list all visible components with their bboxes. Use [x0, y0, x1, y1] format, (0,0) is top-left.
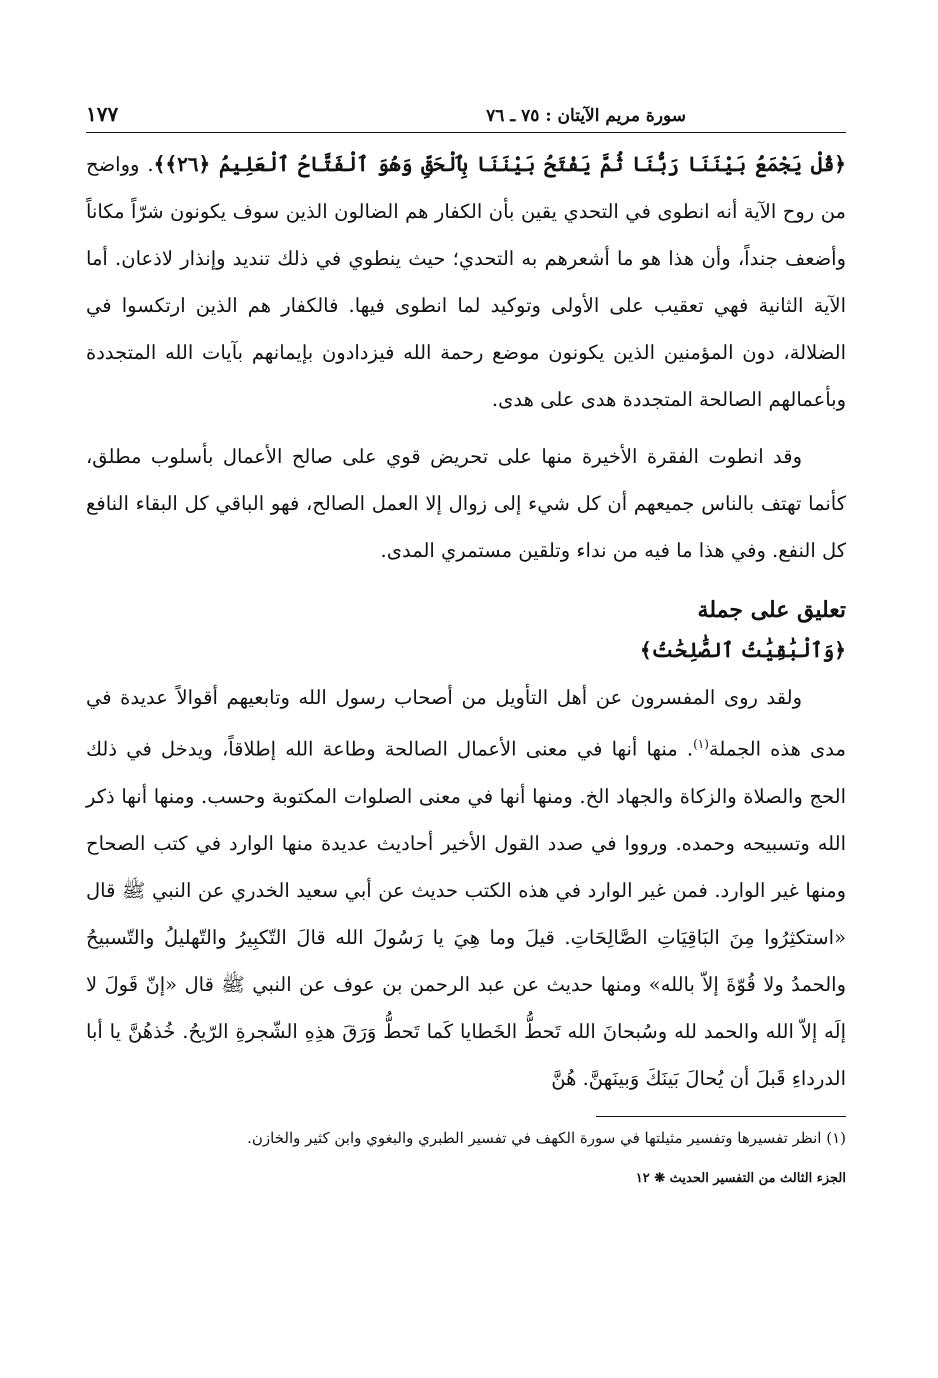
header-rule	[86, 132, 846, 133]
paragraph-1-text: . وواضح من روح الآية أنه انطوى في التحدي يقين بأن الكفار هم الضالون الذين سوف يكونون شرّاً مكاناً وأضعف جنداً، وأن هذا هو ما أشعرهم به التحدي؛ حيث ينطوي في ذلك تنديد وإنذار لاذعان. أما الآية الثانية فهي تعقيب على الأولى وتوكيد لما انطوى فيها. فالكفار هم الذين ارتكسوا في الضلالة، دون المؤمنين الذين يكونون موضع رحمة الله فيزدادون بإيمانهم بآيات الله المتجددة وبأعمالهم الصالحة المتجددة هدى على هدى.	[86, 153, 846, 411]
page-header	[86, 92, 846, 126]
paragraph-1	[86, 141, 846, 423]
book-page	[86, 92, 846, 1292]
section-title: تعليق على جملة	[697, 597, 846, 623]
main-text	[86, 141, 846, 1102]
section-verse: ﴿وَٱلْبَٰقِيَٰتُ ٱلصَّٰلِحَٰتُ﴾	[639, 638, 846, 662]
section-heading	[86, 590, 846, 670]
paragraph-3-text-rest: . منها أنها في معنى الأعمال الصالحة وطاعة الله إطلاقاً، ويدخل في ذلك الحج والصلاة والزكاة والجهاد الخ. ومنها أنها في معنى الصلوات المكتوبة وحسب. ومنها أنها ذكر الله وتسبيحه وحمده. ورووا في صدد القول الأخير أحاديث عديدة منها الوارد في كتب الصحاح ومنها غير الوارد. فمن غير الوارد في هذه الكتب حديث عن أبي سعيد الخدري عن النبي ﷺ قال «استكثِرُوا مِنَ البَاقِيَاتِ الصَّالِحَاتِ. قيلَ وما هِيَ يا رَسُولَ الله قالَ التّكبِيرُ والتّهليلُ والتّسبيحُ والحمدُ ولا قُوّةَ إلاّ بالله» ومنها حديث عن عبد الرحمن بن عوف عن النبي ﷺ قال «إنّ قَولَ لا إلَه إلاّ الله والحمد لله وسُبحانَ الله تَحطُّ الخَطايا كَما تَحطُّ وَرَقَ هذِهِ الشّجرةِ الرّيحُ. خُذهُنَّ يا أبا الدرداءِ قَبلَ أن يُحالَ بَينَكَ وَبينَهنَّ. هُنَّ	[86, 737, 846, 1090]
footnote-rule	[596, 1116, 846, 1117]
footnote-text: انظر تفسيرها وتفسير مثيلتها في سورة الكهف في تفسير الطبري والبغوي وابن كثير والخازن.	[247, 1128, 822, 1147]
page-number: ١٧٧	[86, 102, 119, 126]
footnote	[86, 1123, 846, 1153]
paragraph-3	[86, 674, 846, 1102]
paragraph-3-text-start: ولقد روى المفسرون عن أهل التأويل من أصحاب رسول الله وتابعيهم أقوالاً عديدة في مدى هذه الجملة	[86, 686, 846, 761]
quran-verse-inline: ﴿قُلْ يَجْمَعُ بَيْنَنَا رَبُّنَا ثُمَّ يَفْتَحُ بَيْنَنَا بِٱلْحَقِّ وَهُوَ ٱلْفَتَّاحُ ٱلْعَلِيمُ ﴿٢٦﴾﴾	[153, 152, 847, 176]
footnote-marker: (١)	[826, 1128, 846, 1147]
paragraph-2: وقد انطوت الفقرة الأخيرة منها على تحريض قوي على صالح الأعمال بأسلوب مطلق، كأنما تهتف بالناس جميعهم أن كل شيء إلى زوال إلا العمل الصالح، فهو الباقي كل البقاء النافع كل النفع. وفي هذا ما فيه من نداء وتلقين مستمري المدى.	[86, 445, 846, 562]
footnote-reference[interactable]: (١)	[693, 737, 709, 751]
running-header-title: سورة مريم الآيتان : ٧٥ ـ ٧٦	[486, 106, 686, 126]
page-footer: الجزء الثالث من التفسير الحديث ❋ ١٢	[635, 1170, 846, 1186]
